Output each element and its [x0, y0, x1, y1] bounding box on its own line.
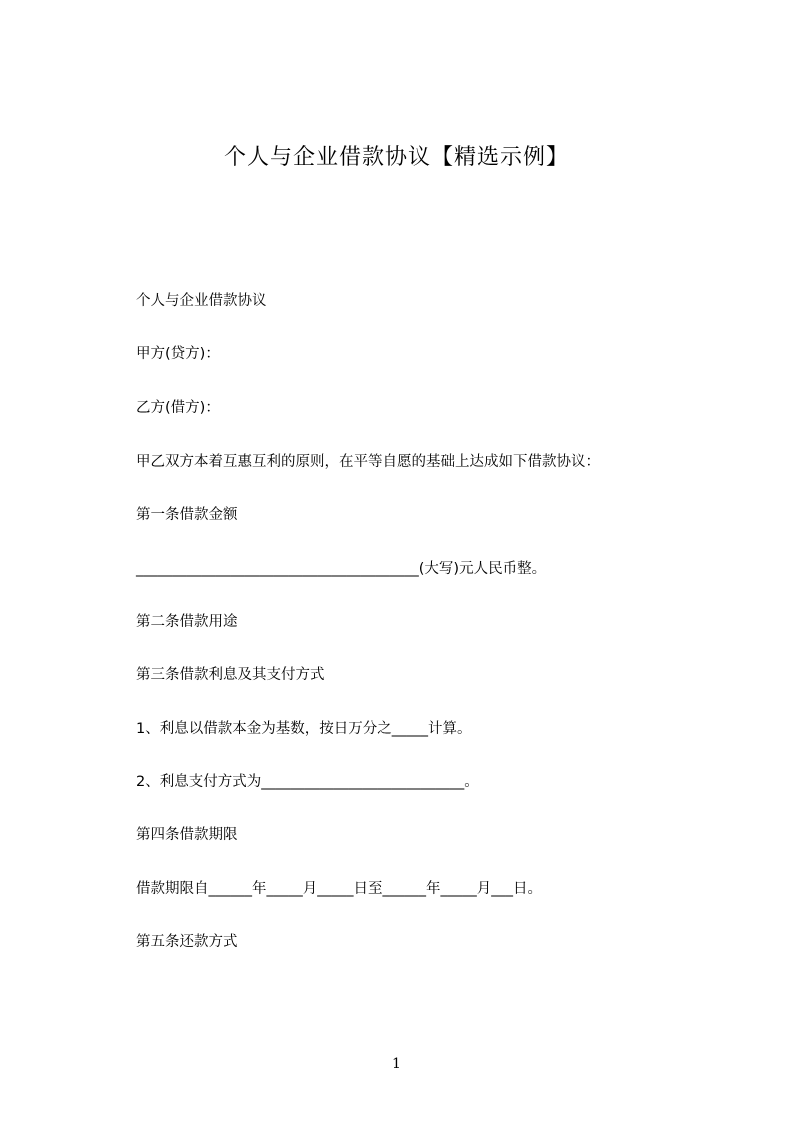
agreement-preamble: 甲乙双方本着互惠互利的原则，在平等自愿的基础上达成如下借款协议： — [136, 454, 600, 470]
article-1-heading: 第一条借款金额 — [136, 507, 238, 523]
loan-term-clause: 借款期限自______年_____月_____日至______年_____月___日。 — [136, 881, 542, 897]
loan-amount-line: _______________________________________(大写)元人民币整。 — [136, 561, 547, 577]
article-2-heading: 第二条借款用途 — [136, 614, 238, 630]
document-title: 个人与企业借款协议【精选示例】 — [223, 145, 569, 170]
party-a-lender: 甲方(贷方)： — [136, 346, 220, 362]
party-b-borrower: 乙方(借方)： — [136, 400, 220, 416]
interest-payment-clause: 2、利息支付方式为____________________________。 — [136, 774, 479, 790]
article-4-heading: 第四条借款期限 — [136, 827, 238, 843]
agreement-heading: 个人与企业借款协议 — [136, 293, 267, 309]
article-5-heading: 第五条还款方式 — [136, 934, 238, 950]
page-number: 1 — [392, 1056, 401, 1072]
article-3-heading: 第三条借款利息及其支付方式 — [136, 667, 325, 683]
interest-rate-clause: 1、利息以借款本金为基数，按日万分之_____计算。 — [136, 721, 472, 737]
